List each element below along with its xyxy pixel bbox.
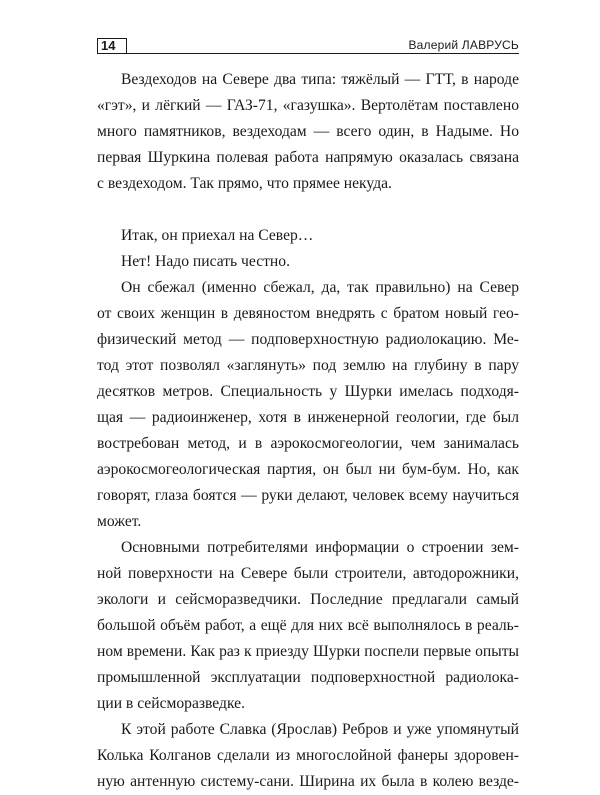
paragraph-3 — [97, 249, 519, 275]
text-line: Основными потребителями информации о строении зем- — [121, 539, 519, 556]
body-text — [97, 67, 519, 795]
text-line: тод этот позволял «заглянуть» под землю на глубину в пару — [97, 357, 519, 374]
text-line: с вездеходом. Так прямо, что прямее некуда. — [97, 175, 392, 192]
paragraph-6 — [97, 717, 519, 795]
running-header — [97, 36, 519, 58]
text-line: большой объём работ, а ещё для них всё выполнялось в реаль- — [97, 617, 519, 634]
text-line: ной поверхности на Севере были строители, автодорожники, — [97, 565, 519, 582]
text-line: востребован метод, и в аэрокосмогеологии, чем занималась — [97, 435, 519, 452]
text-line: Колька Колганов сделали из многослойной фанеры здоровен- — [97, 747, 519, 764]
text-line: Он сбежал (именно сбежал, да, так правильно) на Север — [121, 279, 519, 296]
paragraph-5 — [97, 535, 519, 717]
text-line: щая — радиоинженер, хотя в инженерной геологии, где был — [97, 409, 519, 426]
page-number: 14 — [97, 38, 127, 54]
text-line: Итак, он приехал на Север… — [121, 227, 314, 244]
text-line: Нет! Надо писать честно. — [121, 253, 290, 270]
text-line: аэрокосмогеологическая партия, он был ни бум-бум. Но, как — [97, 461, 519, 478]
text-line: ции в сейсморазведке. — [97, 695, 245, 712]
text-line: экологи и сейсморазведчики. Последние предлагали самый — [97, 591, 519, 608]
text-line: десятков метров. Специальность у Шурки имелась подходя- — [97, 383, 519, 400]
text-line: физический метод — подповерхностную радиолокацию. Ме- — [97, 331, 519, 348]
text-line: говорят, глаза боятся — руки делают, человек всему научиться — [97, 487, 519, 504]
text-line: «гэт», и лёгкий — ГАЗ-71, «газушка». Вертолётам поставлено — [97, 97, 519, 114]
text-line: ную антенную систему-сани. Ширина их была в колею везде- — [97, 773, 519, 790]
text-line: от своих женщин в девяностом внедрять с братом новый гео- — [97, 305, 519, 322]
running-author: Валерий ЛАВРУСЬ — [408, 38, 519, 52]
text-line: может. — [97, 513, 142, 530]
text-line: Вездеходов на Севере два типа: тяжёлый — ГТТ, в народе — [121, 71, 519, 88]
header-rule — [127, 53, 519, 54]
paragraph-1 — [97, 67, 519, 197]
paragraph-2 — [97, 223, 519, 249]
text-line: много памятников, вездеходам — всего один, в Надыме. Но — [97, 123, 519, 140]
text-line: К этой работе Славка (Ярослав) Ребров и уже упомянутый — [121, 721, 519, 738]
section-gap — [97, 197, 519, 223]
text-line: ном времени. Как раз к приезду Шурки поспели первые опыты — [97, 643, 519, 660]
text-line: первая Шуркина полевая работа напрямую оказалась связана — [97, 149, 519, 166]
paragraph-4 — [97, 275, 519, 535]
text-line: промышленной эксплуатации подповерхностной радиолока- — [97, 669, 519, 686]
